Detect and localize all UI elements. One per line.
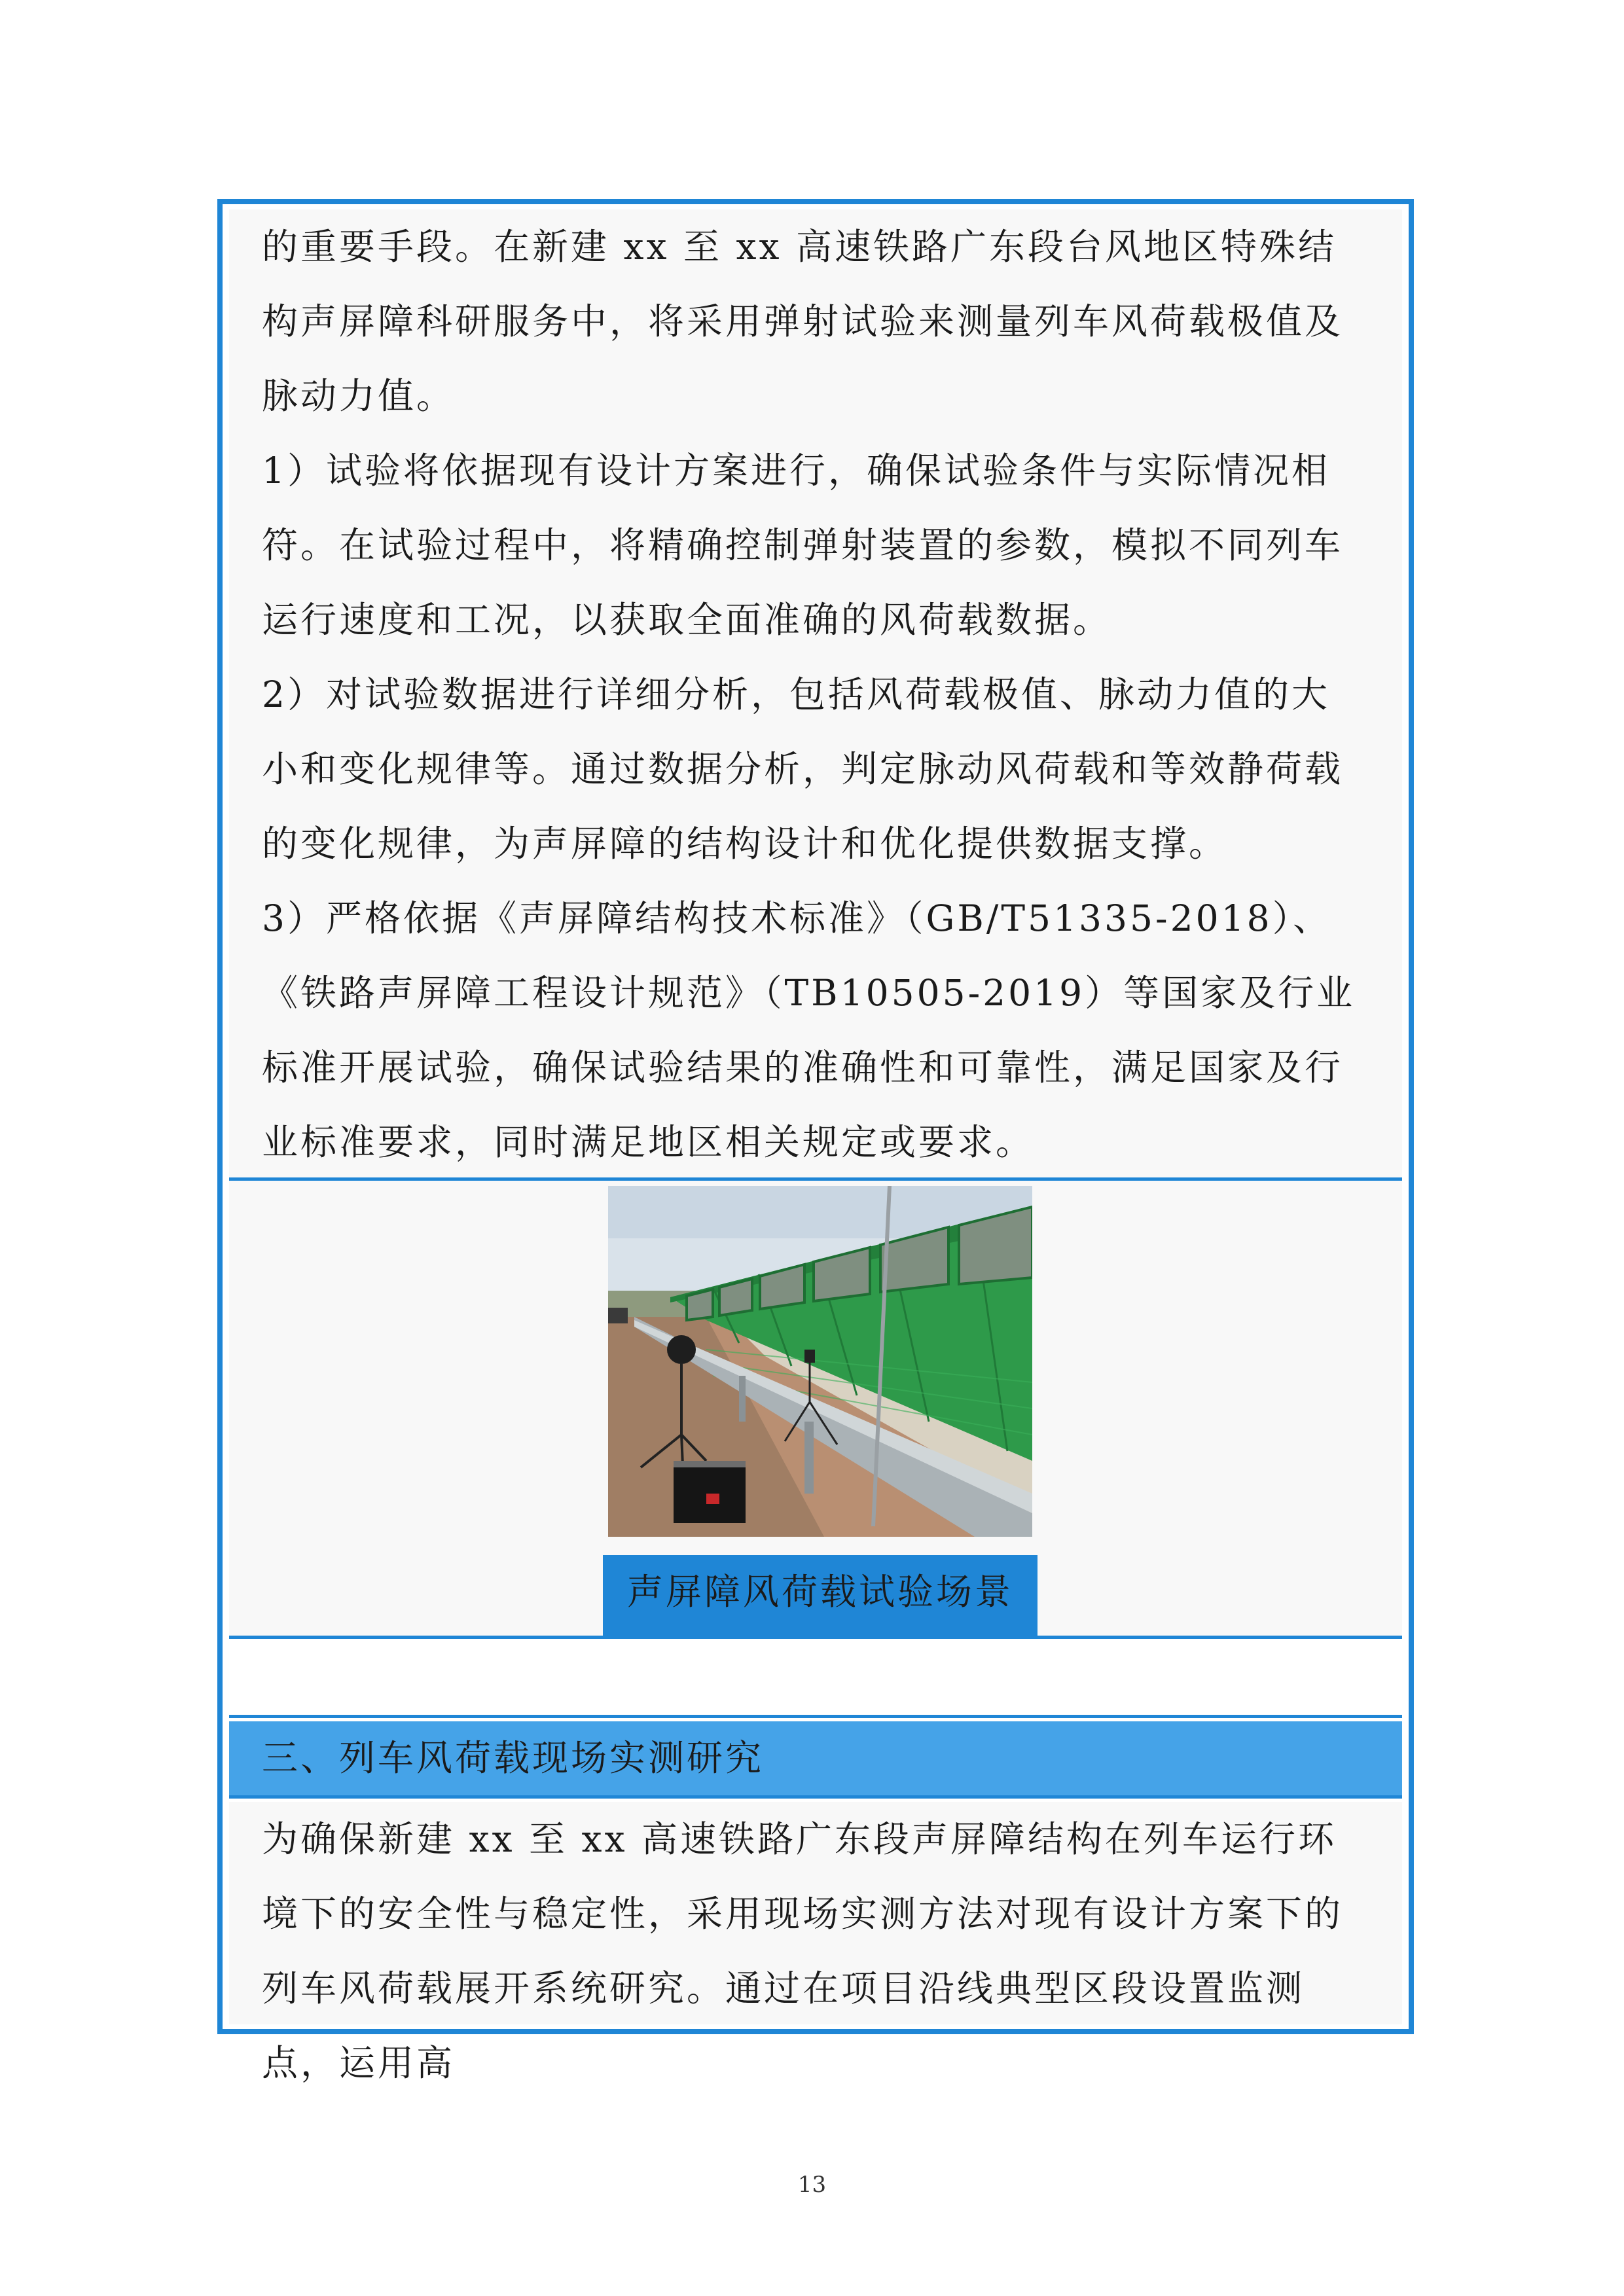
paragraph-item-2: 2）对试验数据进行详细分析，包括风荷载极值、脉动力值的大小和变化规律等。通过数据分析，判定脉动风荷载和等效静荷载的变化规律，为声屏障的结构设计和优化提供数据支撑。: [262, 673, 1344, 865]
test-site-photo: [608, 1186, 1032, 1537]
page-number: 13: [797, 2172, 827, 2198]
text-section: [229, 209, 1402, 1181]
paragraph-item-1: 1）试验将依据现有设计方案进行，确保试验条件与实际情况相符。在试验过程中，将精确控制弹射装置的参数，模拟不同列车运行速度和工况，以获取全面准确的风荷载数据。: [262, 450, 1344, 641]
figure-caption: 声屏障风荷载试验场景: [603, 1555, 1038, 1636]
text-section-2: [229, 1802, 1402, 2084]
paragraph-section3: 为确保新建 xx 至 xx 高速铁路广东段声屏障结构在列车运行环境下的安全性与稳定性，采用现场实测方法对现有设计方案下的列车风荷载展开系统研究。通过在项目沿线典型区段设置监测点，运用高: [262, 1818, 1344, 2084]
blank-row: [229, 1642, 1402, 1718]
content-frame: [217, 199, 1414, 2084]
paragraph-item-3: 3）严格依据《声屏障结构技术标准》（GB/T51335-2018）、《铁路声屏障工程设计规范》（TB10505-2019）等国家及行业标准开展试验，确保试验结果的准确性和可靠性，满足国家及行业标准要求，同时满足地区相关规定或要求。: [262, 897, 1356, 1163]
section-heading: 三、列车风荷载现场实测研究: [229, 1721, 1402, 1799]
figure-section: [229, 1181, 1402, 1639]
paragraph-intro: 的重要手段。在新建 xx 至 xx 高速铁路广东段台风地区特殊结构声屏障科研服务中，将采用弹射试验来测量列车风荷载极值及脉动力值。: [262, 226, 1344, 417]
